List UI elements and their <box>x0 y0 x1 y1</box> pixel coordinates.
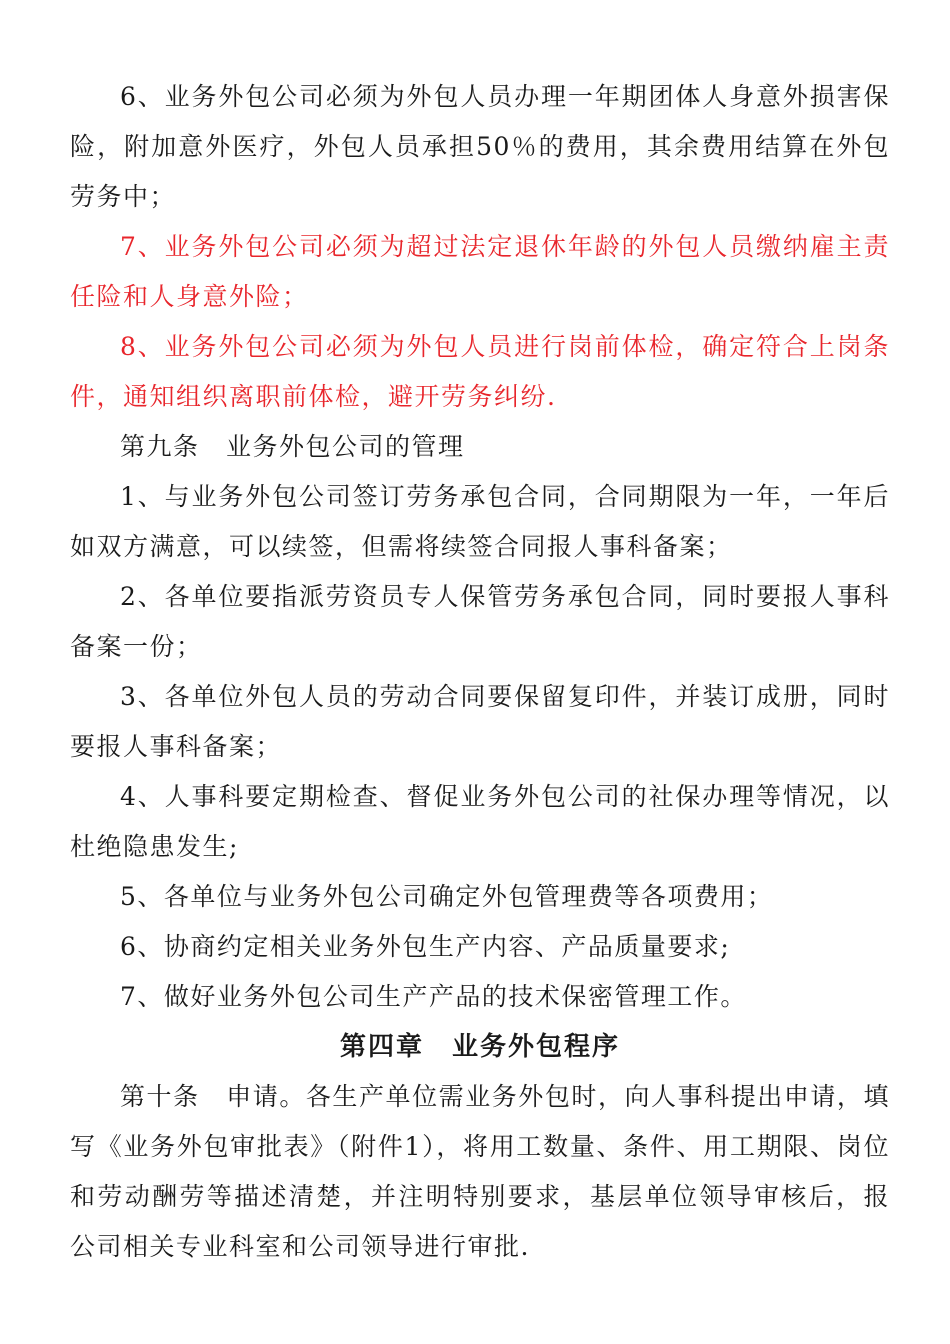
clause-item-6-insurance: 6、业务外包公司必须为外包人员办理一年期团体人身意外损害保险，附加意外医疗，外包人员承担50％的费用，其余费用结算在外包劳务中； <box>70 82 890 211</box>
article-9-item-2: 2、各单位要指派劳资员专人保管劳务承包合同，同时要报人事科备案一份； <box>70 582 890 661</box>
document-page <box>70 72 890 1272</box>
article-9-title: 第九条 业务外包公司的管理 <box>120 432 465 461</box>
article-9-item-5: 5、各单位与业务外包公司确定外包管理费等各项费用； <box>120 882 774 911</box>
article-9-item-7: 7、做好业务外包公司生产产品的技术保密管理工作。 <box>120 982 747 1011</box>
article-9-item-4: 4、人事科要定期检查、督促业务外包公司的社保办理等情况，以杜绝隐患发生; <box>70 782 890 861</box>
article-9-item-1: 1、与业务外包公司签订劳务承包合同，合同期限为一年，一年后如双方满意，可以续签，但需将续签合同报人事科备案； <box>70 482 890 561</box>
article-10-application: 第十条 申请。各生产单位需业务外包时，向人事科提出申请，填写《业务外包审批表》（附件1），将用工数量、条件、用工期限、岗位和劳动酬劳等描述清楚，并注明特别要求，基层单位领导审核后，报公司相关专业科室和公司领导进行审批. <box>70 1082 890 1261</box>
article-9-item-6: 6、协商约定相关业务外包生产内容、产品质量要求; <box>120 932 731 961</box>
clause-item-8-health-check: 8、业务外包公司必须为外包人员进行岗前体检，确定符合上岗条件，通知组织离职前体检，避开劳务纠纷. <box>70 332 890 411</box>
clause-item-7-employer-liability: 7、业务外包公司必须为超过法定退休年龄的外包人员缴纳雇主责任险和人身意外险； <box>70 232 890 311</box>
article-9-item-3: 3、各单位外包人员的劳动合同要保留复印件，并装订成册，同时要报人事科备案； <box>70 682 890 761</box>
chapter-4-heading: 第四章 业务外包程序 <box>339 1032 620 1062</box>
